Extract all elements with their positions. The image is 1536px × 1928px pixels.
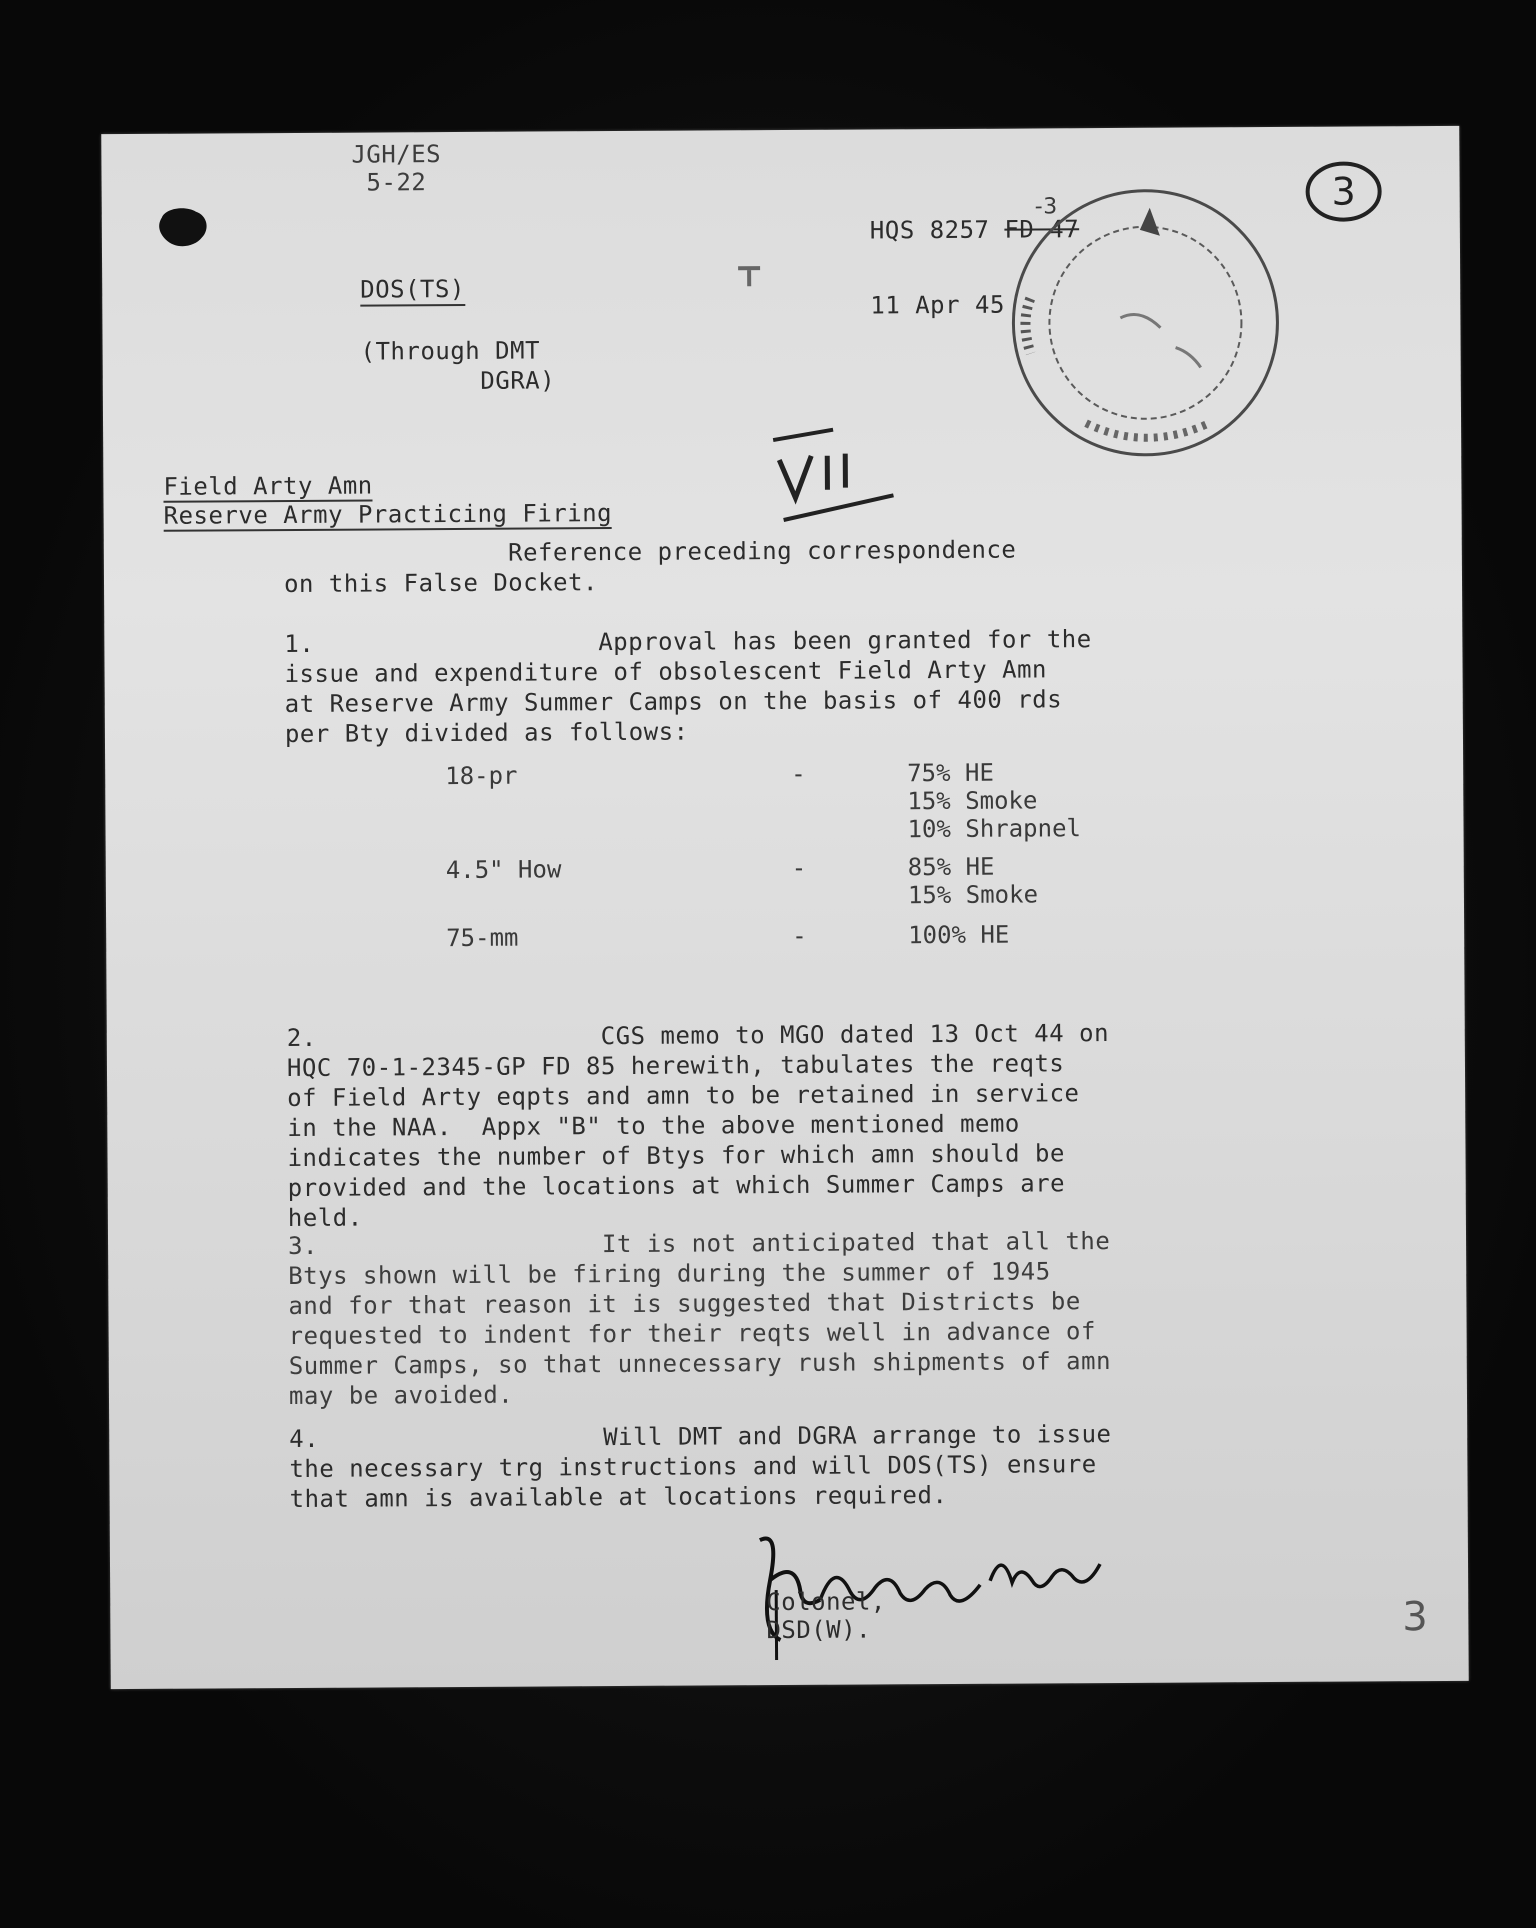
letter-date: 11 Apr 45: [870, 290, 1005, 320]
document-sheet: [101, 126, 1468, 1689]
file-number-struck: FD 47: [1004, 215, 1080, 244]
ink-blot-mark: [156, 203, 212, 251]
addressee: [360, 275, 465, 304]
handwritten-vii-text: VII: [763, 420, 765, 422]
allocation-row: [446, 920, 1146, 956]
small-ink-mark: [734, 260, 764, 290]
allocation-weapon: 4.5" How: [445, 855, 562, 885]
paragraph-4: 4. Will DMT and DGRA arrange to issue the necessary trg instructions and will DOS(TS) ensure that amn is available at locations required.: [289, 1420, 1112, 1514]
signer-appointment: DSD(W).: [766, 1615, 872, 1645]
paragraph-3: 3. It is not anticipated that all the Btys shown will be firing during the summer of 1945 and for that reason it is suggested that Districts be requested to indent for their reqts well in advance of Summer Camps, so that unnecessary rush shipments of amn may be avoided.: [287, 1227, 1112, 1411]
reference-code: JGH/ES 5-22: [351, 140, 442, 197]
circled-number-text: 3: [1331, 169, 1356, 214]
allocation-dash: -: [791, 759, 806, 788]
allocation-row: [445, 758, 1146, 852]
allocation-split: 100% HE: [908, 920, 1010, 950]
allocation-split: 85% HE 15% Smoke: [907, 852, 1039, 910]
registry-stamp: [1000, 177, 1292, 469]
circled-number-mark: [1301, 156, 1385, 227]
handwritten-vii-mark: [763, 419, 904, 530]
signer-rank: Colonel,: [766, 1587, 886, 1617]
addressee-text: DOS(TS): [360, 275, 465, 307]
allocation-split: 75% HE 15% Smoke 10% Shrapnel: [907, 758, 1081, 844]
paragraph-1: 1. Approval has been granted for the issue and expenditure of obsolescent Field Arty Amn at Reserve Army Summer Camps on the basis of 400 rds per Bty divided as follows:: [284, 625, 1092, 749]
file-number-prefix: HQS 8257: [869, 215, 1005, 245]
subject-block: [163, 471, 612, 532]
signature-text: JKHarper Major: [739, 1520, 747, 1522]
allocation-row: [446, 852, 1146, 916]
paragraph-2: 2. CGS memo to MGO dated 13 Oct 44 on HQC 70-1-2345-GP FD 85 herewith, tabulates the reqts of Field Arty eqpts and amn to be retained in service in the NAA. Appx "B" to the above mentioned memo indicates the number of Btys for which amn should be provided and the locations at which Summer Camps are held.: [286, 1019, 1110, 1233]
allocation-dash: -: [791, 853, 807, 882]
allocation-dash: -: [792, 921, 807, 950]
file-number-correction: -3: [1034, 194, 1058, 220]
routing-through: (Through DMT DGRA): [360, 336, 556, 396]
allocation-weapon: 18-pr: [445, 761, 518, 791]
subject-line-2: Reserve Army Practicing Firing: [163, 499, 613, 530]
subject-line-1: Field Arty Amn: [163, 471, 373, 501]
allocation-weapon: 75-mm: [446, 923, 519, 953]
page-number: 3: [1402, 1594, 1428, 1641]
signature-block: [766, 1587, 886, 1644]
reference-paragraph: Reference preceding correspondence on this False Docket.: [283, 535, 1017, 599]
